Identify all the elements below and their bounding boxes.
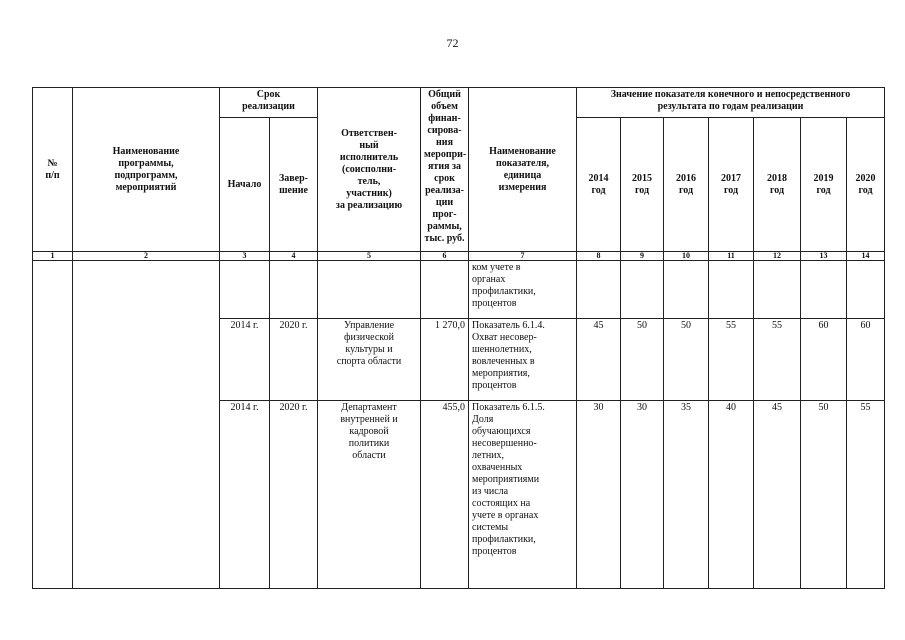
cell-value-2018: 55: [754, 319, 801, 401]
header-year-2019: 2019 год: [801, 118, 847, 252]
cell-start: [220, 261, 270, 319]
header-start: Начало: [220, 118, 270, 252]
column-number-row: [33, 252, 885, 261]
cell-value-2017: 40: [709, 401, 754, 589]
column-number: 11: [709, 252, 754, 261]
column-number: 6: [421, 252, 469, 261]
table-row: [33, 261, 885, 319]
cell-value-2014: 30: [577, 401, 621, 589]
header-end: Завер- шение: [270, 118, 318, 252]
page-number: 72: [446, 36, 459, 50]
header-year-2017: 2017 год: [709, 118, 754, 252]
cell-value-2019: 60: [801, 319, 847, 401]
cell-value-2018: 45: [754, 401, 801, 589]
cell-value-2015: 30: [621, 401, 664, 589]
cell-start: 2014 г.: [220, 319, 270, 401]
column-number: 13: [801, 252, 847, 261]
header-program-name: Наименование программы, подпрограмм, мероприятий: [73, 88, 220, 252]
header-year-2020: 2020 год: [847, 118, 885, 252]
column-number: 8: [577, 252, 621, 261]
cell-value-2014: [577, 261, 621, 319]
cell-executor: Департамент внутренней и кадровой политики области: [318, 401, 421, 589]
cell-value-2017: 55: [709, 319, 754, 401]
header-year-2014: 2014 год: [577, 118, 621, 252]
header-term: Срок реализации: [220, 88, 318, 118]
cell-value-2020: 55: [847, 401, 885, 589]
cell-end: [270, 261, 318, 319]
header-year-2018: 2018 год: [754, 118, 801, 252]
cell-value-2018: [754, 261, 801, 319]
cell-value-2017: [709, 261, 754, 319]
cell-value-2015: [621, 261, 664, 319]
cell-funding: 455,0: [421, 401, 469, 589]
header-year-2016: 2016 год: [664, 118, 709, 252]
header-funding: Общий объем финан- сирова- ния меропри- ятия за срок реализа- ции прог- раммы, тыс. руб.: [421, 88, 469, 252]
cell-indicator: ком учете в органах профилактики, процентов: [469, 261, 577, 319]
cell-funding: 1 270,0: [421, 319, 469, 401]
cell-value-2020: [847, 261, 885, 319]
cell-executor: Управление физической культуры и спорта области: [318, 319, 421, 401]
cell-program-name: [73, 261, 220, 589]
cell-indicator: Показатель 6.1.4. Охват несовер- шеннолетних, вовлеченных в мероприятия, процентов: [469, 319, 577, 401]
header-number: № п/п: [33, 88, 73, 252]
column-number: 7: [469, 252, 577, 261]
column-number: 2: [73, 252, 220, 261]
cell-value-2020: 60: [847, 319, 885, 401]
header-indicator: Наименование показателя, единица измерения: [469, 88, 577, 252]
cell-executor: [318, 261, 421, 319]
cell-end: 2020 г.: [270, 401, 318, 589]
header-year-2015: 2015 год: [621, 118, 664, 252]
column-number: 14: [847, 252, 885, 261]
cell-start: 2014 г.: [220, 401, 270, 589]
cell-end: 2020 г.: [270, 319, 318, 401]
cell-number: [33, 261, 73, 589]
cell-value-2016: 35: [664, 401, 709, 589]
cell-value-2019: 50: [801, 401, 847, 589]
column-number: 12: [754, 252, 801, 261]
cell-funding: [421, 261, 469, 319]
column-number: 3: [220, 252, 270, 261]
column-number: 4: [270, 252, 318, 261]
cell-indicator: Показатель 6.1.5. Доля обучающихся несовершенно- летних, охваченных мероприятиями из числа состоящих на учете в органах системы профилактики, процентов: [469, 401, 577, 589]
header-executor: Ответствен- ный исполнитель (соисполни- тель, участник) за реализацию: [318, 88, 421, 252]
cell-value-2016: [664, 261, 709, 319]
header-row-top: [33, 88, 885, 118]
cell-value-2019: [801, 261, 847, 319]
header-values-by-year: Значение показателя конечного и непосредственного результата по годам реализации: [577, 88, 885, 118]
cell-value-2016: 50: [664, 319, 709, 401]
column-number: 1: [33, 252, 73, 261]
cell-value-2015: 50: [621, 319, 664, 401]
program-table: [32, 87, 885, 589]
column-number: 5: [318, 252, 421, 261]
column-number: 10: [664, 252, 709, 261]
cell-value-2014: 45: [577, 319, 621, 401]
column-number: 9: [621, 252, 664, 261]
